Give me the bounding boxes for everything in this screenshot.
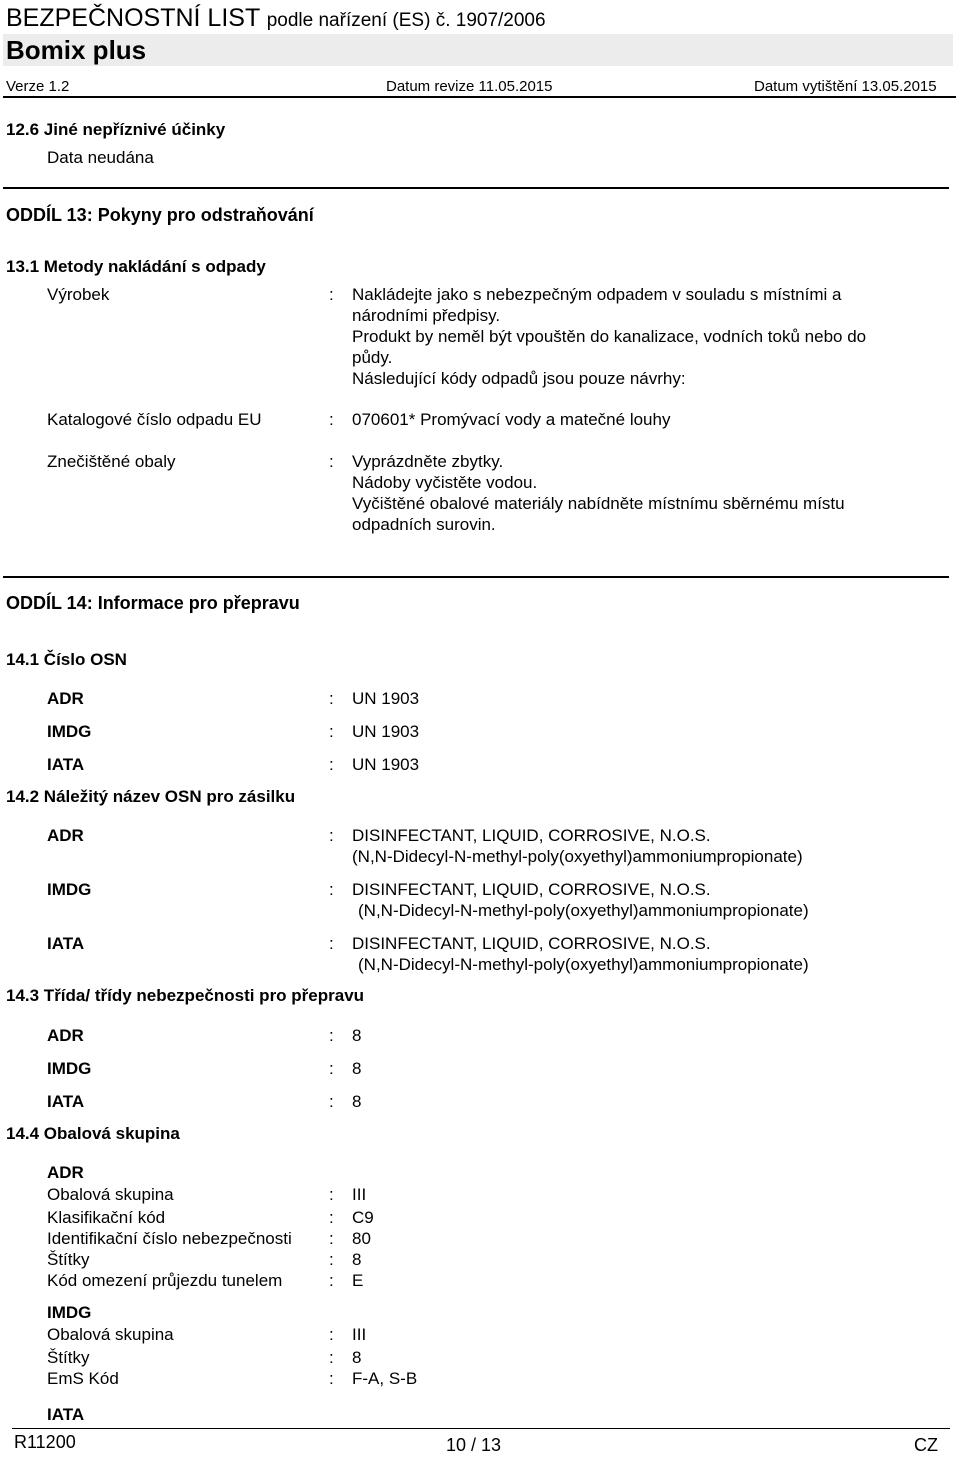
adr-hazard-id-value: 80 (352, 1229, 371, 1248)
separator: : (329, 285, 334, 304)
section-14-rule (3, 576, 949, 578)
text-line: Nádoby vyčistěte vodou. (352, 473, 538, 492)
document-code: R11200 (14, 1432, 76, 1452)
class-imdg-value: 8 (352, 1059, 362, 1078)
shipping-adr-label: ADR (47, 826, 84, 845)
shipping-imdg-technical-name: (N,N-Didecyl-N-methyl-poly(oxyethyl)ammoniumpropionate) (358, 901, 809, 920)
imdg-packing-group-label: Obalová skupina (47, 1325, 174, 1344)
text-line: národními předpisy. (352, 306, 501, 325)
adr-packing-group-label: Obalová skupina (47, 1185, 174, 1204)
imdg-packing-group-value: III (352, 1325, 367, 1344)
section-14-heading: ODDÍL 14: Informace pro přepravu (6, 593, 300, 613)
page-number: 10 / 13 (446, 1435, 502, 1455)
separator: : (329, 722, 334, 741)
imdg-labels-value: 8 (352, 1348, 362, 1367)
class-iata-value: 8 (352, 1092, 362, 1111)
shipping-imdg-label: IMDG (47, 880, 92, 899)
separator: : (329, 1185, 334, 1204)
class-imdg-label: IMDG (47, 1059, 92, 1078)
section-14-1-heading: 14.1 Číslo OSN (6, 650, 127, 669)
section-14-3-heading: 14.3 Třída/ třídy nebezpečnosti pro přepravu (6, 986, 365, 1005)
un-adr-label: ADR (47, 689, 84, 708)
separator: : (329, 452, 334, 471)
text-line: půdy. (352, 348, 393, 367)
section-13-heading: ODDÍL 13: Pokyny pro odstraňování (6, 205, 314, 225)
separator: : (329, 1059, 334, 1078)
shipping-adr-name: DISINFECTANT, LIQUID, CORROSIVE, N.O.S. (352, 826, 711, 845)
section-12-6-text: Data neudána (47, 148, 154, 167)
document-title (6, 4, 546, 35)
product-waste-text (352, 284, 866, 389)
separator: : (329, 410, 334, 429)
separator: : (329, 934, 334, 953)
waste-catalog-value: 070601* Promývací vody a matečné louhy (352, 410, 671, 429)
separator: : (329, 1271, 334, 1290)
shipping-imdg-name: DISINFECTANT, LIQUID, CORROSIVE, N.O.S. (352, 880, 711, 899)
text-line: odpadních surovin. (352, 515, 496, 534)
class-adr-label: ADR (47, 1026, 84, 1045)
imdg-ems-code-value: F-A, S-B (352, 1369, 418, 1388)
adr-classification-code-value: C9 (352, 1208, 374, 1227)
document-type: BEZPEČNOSTNÍ LIST (6, 4, 260, 32)
version: Verze 1.2 (6, 78, 70, 95)
packing-iata-title: IATA (47, 1405, 85, 1424)
footer-rule (12, 1428, 950, 1429)
imdg-labels-label: Štítky (47, 1348, 90, 1367)
adr-labels-label: Štítky (47, 1250, 90, 1269)
contaminated-packaging-text (352, 451, 845, 535)
separator: : (329, 1026, 334, 1045)
text-line: Následující kódy odpadů jsou pouze návrhy: (352, 369, 686, 388)
un-iata-value: UN 1903 (352, 755, 420, 774)
section-14-2-heading: 14.2 Náležitý název OSN pro zásilku (6, 787, 296, 806)
adr-tunnel-code-label: Kód omezení průjezdu tunelem (47, 1271, 283, 1290)
text-line: Nakládejte jako s nebezpečným odpadem v souladu s místními a (352, 285, 842, 304)
adr-labels-value: 8 (352, 1250, 362, 1269)
adr-packing-group-value: III (352, 1185, 367, 1204)
print-date: Datum vytištění 13.05.2015 (754, 78, 937, 95)
contaminated-packaging-label: Znečištěné obaly (47, 452, 176, 471)
shipping-iata-label: IATA (47, 934, 85, 953)
section-13-rule (3, 187, 949, 189)
shipping-iata-technical-name: (N,N-Didecyl-N-methyl-poly(oxyethyl)ammoniumpropionate) (358, 955, 809, 974)
revision-date: Datum revize 11.05.2015 (386, 78, 553, 95)
separator: : (329, 826, 334, 845)
section-13-1-heading: 13.1 Metody nakládání s odpady (6, 257, 266, 276)
separator: : (329, 689, 334, 708)
packing-adr-title: ADR (47, 1163, 84, 1182)
separator: : (329, 1092, 334, 1111)
header-rule (3, 96, 956, 98)
regulation-reference: podle nařízení (ES) č. 1907/2006 (266, 10, 546, 31)
class-iata-label: IATA (47, 1092, 85, 1111)
text-line: Produkt by neměl být vpouštěn do kanalizace, vodních toků nebo do (352, 327, 867, 346)
un-imdg-value: UN 1903 (352, 722, 420, 741)
separator: : (329, 1208, 334, 1227)
product-name: Bomix plus (6, 35, 147, 65)
language-code: CZ (914, 1435, 938, 1455)
un-adr-value: UN 1903 (352, 689, 420, 708)
separator: : (329, 880, 334, 899)
imdg-ems-code-label: EmS Kód (47, 1369, 119, 1388)
adr-tunnel-code-value: E (352, 1271, 364, 1290)
separator: : (329, 1325, 334, 1344)
section-14-4-heading: 14.4 Obalová skupina (6, 1124, 180, 1143)
adr-hazard-id-label: Identifikační číslo nebezpečnosti (47, 1229, 292, 1248)
shipping-iata-name: DISINFECTANT, LIQUID, CORROSIVE, N.O.S. (352, 934, 711, 953)
product-waste-label: Výrobek (47, 285, 110, 304)
packing-imdg-title: IMDG (47, 1303, 92, 1322)
adr-classification-code-label: Klasifikační kód (47, 1208, 166, 1227)
un-imdg-label: IMDG (47, 722, 92, 741)
separator: : (329, 1348, 334, 1367)
separator: : (329, 1250, 334, 1269)
text-line: Vyčištěné obalové materiály nabídněte místnímu sběrnému místu (352, 494, 845, 513)
shipping-adr-technical-name: (N,N-Didecyl-N-methyl-poly(oxyethyl)ammoniumpropionate) (352, 847, 803, 866)
separator: : (329, 1229, 334, 1248)
un-iata-label: IATA (47, 755, 85, 774)
class-adr-value: 8 (352, 1026, 362, 1045)
waste-catalog-label: Katalogové číslo odpadu EU (47, 410, 262, 429)
separator: : (329, 1369, 334, 1388)
text-line: Vyprázdněte zbytky. (352, 452, 504, 471)
separator: : (329, 755, 334, 774)
section-12-6-heading: 12.6 Jiné nepříznivé účinky (6, 120, 226, 139)
